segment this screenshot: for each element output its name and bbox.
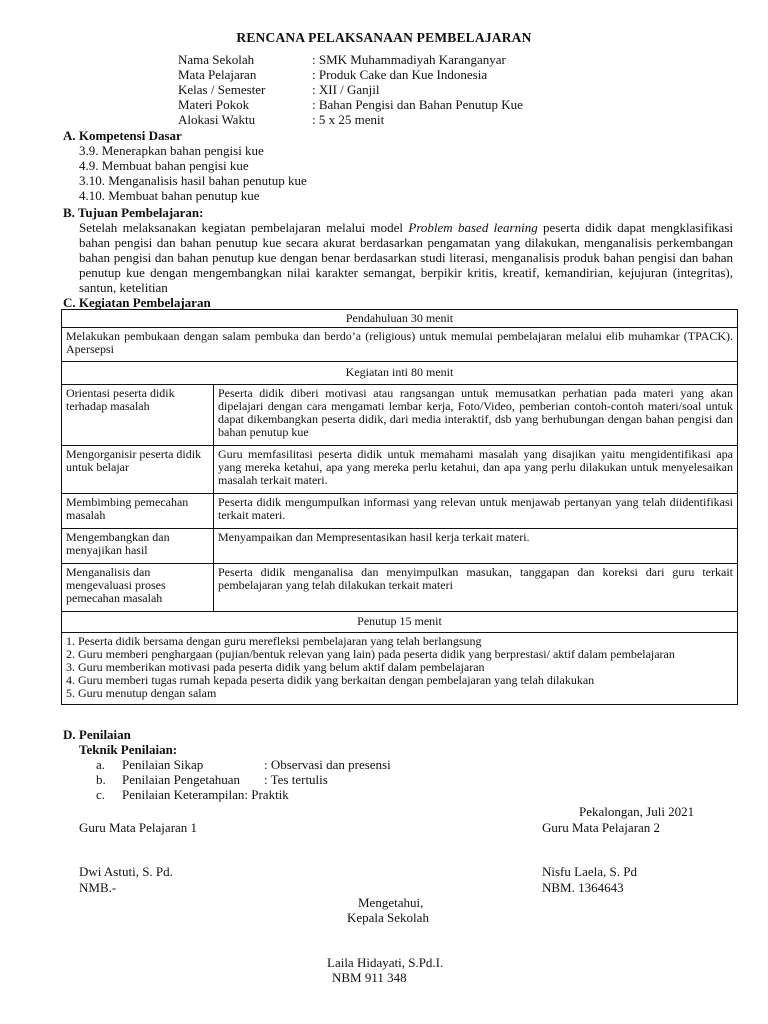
item-number: 2.: [66, 647, 75, 661]
teknik-penilaian-heading: Teknik Penilaian:: [79, 742, 178, 757]
item-value: : Tes tertulis: [264, 772, 328, 787]
item-value: : Praktik: [244, 787, 289, 802]
identity-label: Materi Pokok: [178, 97, 250, 112]
list-item: [96, 772, 391, 787]
kegiatan-table: [61, 309, 738, 705]
desc-cell: Peserta didik menganalisa dan menyimpulkan masukan, tanggapan dan koreksi dari guru terkait pembelajaran yang telah dilakukan terkait materi: [214, 564, 738, 612]
section-d-heading: D. Penilaian: [63, 727, 131, 742]
desc-cell: Peserta didik mengumpulkan informasi yang relevan untuk menjawab pertanyan yang telah diidentifikasi terkait materi.: [214, 494, 738, 529]
item-text: Guru menutup dengan salam: [78, 686, 217, 700]
guru2-id: NBM. 1364643: [542, 880, 624, 895]
item-label: Penilaian Sikap: [122, 757, 204, 772]
desc-cell: Peserta didik diberi motivasi atau rangsangan untuk memusatkan perhatian pada materi yang akan dipelajari dengan cara mengamati lembar kerja, Foto/Video, pemberian contoh-contoh materi/soal untuk dapat dikembangkan peserta didik, dari media interaktif, dsb yang berhubungan dengan bahan pengisi dan bahan penutup kue: [214, 385, 738, 446]
guru2-name: Nisfu Laela, S. Pd: [542, 864, 637, 879]
table-row: [62, 529, 738, 564]
identity-value: : 5 x 25 menit: [312, 112, 385, 127]
identity-value: : SMK Muhammadiyah Karanganyar: [312, 52, 506, 67]
item-number: 4.: [66, 673, 75, 687]
inti-header: Kegiatan inti 80 menit: [62, 362, 738, 385]
list-item: 4.10. Membuat bahan penutup kue: [79, 188, 260, 203]
penilaian-list: [96, 757, 391, 802]
table-row: [62, 494, 738, 529]
identity-label: Nama Sekolah: [178, 52, 255, 67]
item-label: Penilaian Pengetahuan: [122, 772, 241, 787]
item-number: 3.: [66, 660, 75, 674]
item-value: : Observasi dan presensi: [264, 757, 391, 772]
table-row: [62, 385, 738, 446]
tujuan-text-after: peserta didik dapat mengklasifikasi bahan pengisi dan bahan penutup kue secara akurat berdasarkan pengamatan yang dilakukan, menganalisis perkembangan bahan pengisi dan bahan penutup kue dengan benar berdasarkan studi literasi, menganalisis produk bahan pengisi dan bahan penutup kue dengan mengembangkan nilai karakter semangat, berpikir kritis, kreatif, kemandirian, kejujuran (integritas), santun, ketelitian: [79, 220, 733, 295]
step-cell: Membimbing pemecahan masalah: [62, 494, 214, 529]
identity-value: : XII / Ganjil: [312, 82, 380, 97]
item-letter: a.: [96, 757, 106, 772]
identity-value: : Bahan Pengisi dan Bahan Penutup Kue: [312, 97, 523, 112]
guru1-title: Guru Mata Pelajaran 1: [79, 820, 198, 835]
identity-value: : Produk Cake dan Kue Indonesia: [312, 67, 488, 82]
kepala-id: NBM 911 348: [332, 970, 407, 985]
step-cell: Mengorganisir peserta didik untuk belajar: [62, 446, 214, 494]
identity-label: Mata Pelajaran: [178, 67, 257, 82]
section-a-heading: A. Kompetensi Dasar: [63, 128, 182, 143]
guru1-id: NMB.-: [79, 880, 117, 895]
item-text: Peserta didik bersama dengan guru merefleksi pembelajaran yang telah berlangsung: [78, 634, 482, 648]
identity-row-school: [178, 52, 738, 67]
step-cell: Mengembangkan dan menyajikan hasil: [62, 529, 214, 564]
pendahuluan-header: Pendahuluan 30 menit: [62, 310, 738, 328]
section-b-heading: B. Tujuan Pembelajaran:: [63, 205, 204, 220]
item-letter: b.: [96, 772, 106, 787]
mengetahui-label: Mengetahui,: [358, 895, 424, 910]
document-title: RENCANA PELAKSANAAN PEMBELAJARAN: [236, 30, 532, 45]
item-text: Guru memberi tugas rumah kepada peserta didik yang berkaitan dengan pembelajaran yang telah dilakukan: [78, 673, 595, 687]
table-row: [62, 612, 738, 633]
list-item: 4.9. Membuat bahan pengisi kue: [79, 158, 249, 173]
table-row: [62, 310, 738, 328]
identity-row-class: [178, 82, 738, 97]
table-row: [62, 362, 738, 385]
penutup-header: Penutup 15 menit: [62, 612, 738, 633]
identity-row-topic: [178, 97, 738, 112]
kepala-name: Laila Hidayati, S.Pd.I.: [327, 955, 444, 970]
table-row: [62, 633, 738, 705]
item-number: 1.: [66, 634, 75, 648]
table-row: [62, 328, 738, 362]
place-date: Pekalongan, Juli 2021: [579, 804, 695, 819]
desc-cell: Menyampaikan dan Mempresentasikan hasil kerja terkait materi.: [214, 529, 738, 564]
guru1-name: Dwi Astuti, S. Pd.: [79, 864, 173, 879]
list-item: [96, 787, 391, 802]
item-text: Guru memberi penghargaan (pujian/bentuk relevan yang lain) pada peserta didik yang berprestasi/ aktif dalam pembelajaran: [78, 647, 675, 661]
table-row: [62, 446, 738, 494]
list-item: [96, 757, 391, 772]
step-cell: Menganalisis dan mengevaluasi proses pemecahan masalah: [62, 564, 214, 612]
model-name: Problem based learning: [408, 220, 538, 235]
section-c-heading: C. Kegiatan Pembelajaran: [63, 295, 211, 310]
table-row: [62, 564, 738, 612]
tujuan-paragraph: [79, 220, 733, 295]
item-text: Guru memberikan motivasi pada peserta didik yang belum aktif dalam pembelajaran: [78, 660, 485, 674]
kepala-title: Kepala Sekolah: [347, 910, 429, 925]
item-label: Penilaian Keterampilan: [122, 787, 245, 802]
guru2-title: Guru Mata Pelajaran 2: [542, 820, 661, 835]
identity-row-time: [178, 112, 738, 127]
desc-cell: Guru memfasilitasi peserta didik untuk memahami masalah yang disajikan yaitu mengidentifikasi apa yang mereka ketahui, apa yang mereka perlu ketahui, dan apa yang perlu dilakukan untuk menyelesaikan masalah terkait materi.: [214, 446, 738, 494]
list-item: [66, 687, 733, 700]
penutup-cell: [62, 633, 738, 705]
identity-label: Alokasi Waktu: [178, 112, 256, 127]
pendahuluan-text: Melakukan pembukaan dengan salam pembuka dan berdo’a (religious) untuk memulai pembelajaran melalui elib muhamkar (TPACK). Apersepsi: [62, 328, 738, 362]
list-item: 3.10. Menganalisis hasil bahan penutup kue: [79, 173, 307, 188]
tujuan-text-before: Setelah melaksanakan kegiatan pembelajaran melalui model: [79, 220, 409, 235]
step-cell: Orientasi peserta didik terhadap masalah: [62, 385, 214, 446]
list-item: 3.9. Menerapkan bahan pengisi kue: [79, 143, 264, 158]
identity-row-subject: [178, 67, 738, 82]
kompetensi-list: [79, 143, 307, 203]
school-identity: [178, 52, 738, 127]
item-number: 5.: [66, 686, 75, 700]
item-letter: c.: [96, 787, 106, 802]
identity-label: Kelas / Semester: [178, 82, 266, 97]
